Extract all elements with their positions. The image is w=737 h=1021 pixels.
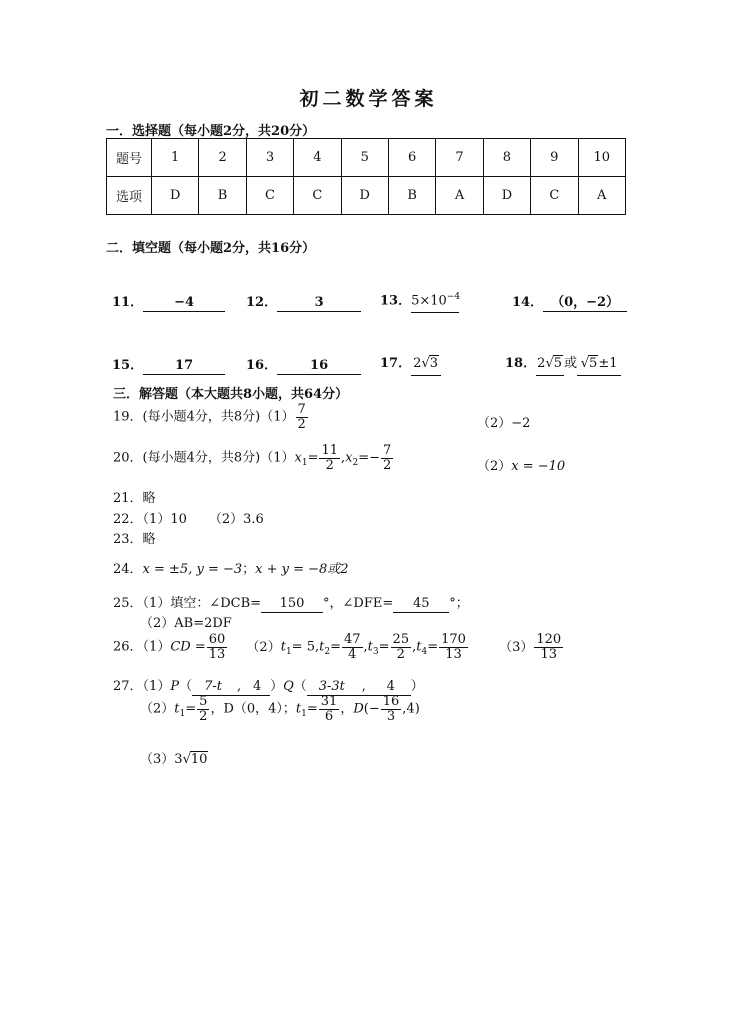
fraction: $\frac{5}{2}$ <box>199 694 208 724</box>
q27-part2: $(2)t_1=$ $\frac{5}{2}$ ，D（0，4）；$t_1=$ $\frac{31}{6}$ ，D(− $\frac{16}{3}$ ,4) <box>140 694 420 724</box>
q21: 21．略 <box>113 491 156 506</box>
q11-answer: −4 <box>143 295 225 312</box>
table-cell: 6 <box>388 139 435 177</box>
table-header-answer: 选项 <box>107 177 152 215</box>
table-cell: D <box>483 177 530 215</box>
q25-dcb-answer: 150 <box>261 596 323 613</box>
q19-part2: （2）−2 <box>477 416 531 431</box>
q18-answer-1: 2√5 <box>536 356 564 376</box>
q25-part2: （2）AB=2DF <box>140 616 232 631</box>
fraction: $\frac{11}{2}$ <box>321 443 339 473</box>
q17: 17． 2√3 <box>380 352 441 376</box>
fraction: $\frac{7}{2}$ <box>383 443 392 473</box>
q18-answer-2: √5±1 <box>577 356 621 376</box>
fraction: $\frac{7}{2}$ <box>297 402 306 432</box>
table-cell: 1 <box>152 139 199 177</box>
table-cell: 7 <box>436 139 483 177</box>
sqrt-symbol: √5 <box>580 356 598 371</box>
q12-answer: 3 <box>277 295 361 312</box>
answer-table <box>106 138 626 215</box>
q14-answer: （0，−2） <box>543 295 627 312</box>
table-cell: 4 <box>294 139 341 177</box>
fraction: $\frac{31}{6}$ <box>320 694 338 724</box>
q25: 25．（1）填空：∠DCB= 150 °，∠DFE= 45 °； <box>113 596 469 611</box>
q20: 20．(每小题4分，共8分)$(1)x_1=$ $\frac{11}{2}$ $,x_2=-$ $\frac{7}{2}$ <box>113 443 392 473</box>
q25-dfe-answer: 45 <box>393 596 449 613</box>
sqrt-symbol: √3 <box>421 356 439 371</box>
page-title: 初二数学答案 <box>299 88 438 110</box>
q13-answer: $5\times 10^{-4}$ <box>411 289 459 313</box>
q11: 11． −4 <box>112 291 225 312</box>
table-header-question: 题号 <box>107 139 152 177</box>
section3-heading: 三．解答题（本大题共8小题，共64分） <box>113 387 349 402</box>
q14: 14． （0，−2） <box>512 291 627 312</box>
fraction: $\frac{60}{13}$ <box>208 632 226 662</box>
fraction: $\frac{16}{3}$ <box>382 694 400 724</box>
q24: 24．x = ±5, y = −3；x + y = −8或2 <box>113 562 349 577</box>
table-cell: C <box>531 177 578 215</box>
table-cell: 8 <box>483 139 530 177</box>
q27: 27．（1）P（ 7-t , 4 ）Q（ 3-3t , 4 ） <box>113 679 424 694</box>
table-cell: D <box>341 177 388 215</box>
table-cell: B <box>199 177 246 215</box>
sqrt-symbol: √5 <box>545 356 563 371</box>
table-cell: 9 <box>531 139 578 177</box>
q23: 23．略 <box>113 532 156 547</box>
table-cell: 2 <box>199 139 246 177</box>
q27-p-y: 4 <box>244 679 270 696</box>
table-cell: 10 <box>578 139 625 177</box>
q17-answer: 2√3 <box>411 356 441 376</box>
table-cell: C <box>294 177 341 215</box>
q20-part2: （2）x = −10 <box>477 459 566 474</box>
table-cell: C <box>246 177 293 215</box>
q12: 12． 3 <box>246 291 361 312</box>
q22: 22．（1）10 （2）3.6 <box>113 512 264 527</box>
q27-part3: （3）3√10 <box>140 752 208 767</box>
q15: 15． 17 <box>112 354 225 375</box>
section2-heading: 二．填空题（每小题2分，共16分） <box>106 241 316 256</box>
section1-heading: 一．选择题（每小题2分，共20分） <box>106 124 316 139</box>
table-row-answers <box>107 177 626 215</box>
q26: 26．（1）CD = $\frac{60}{13}$ $(2)t_1= 5,t_2=$ $\frac{47}{4}$ $,t_3=$ $\frac{25}{2}$ $,t_4=$ $\frac{170}{13}$ （3） $\frac{120}{13}$ <box>113 632 562 662</box>
q15-answer: 17 <box>143 358 225 375</box>
table-cell: B <box>388 177 435 215</box>
sqrt-symbol: √10 <box>182 752 208 767</box>
q27-q-y: 4 <box>371 679 411 696</box>
table-row-questions <box>107 139 626 177</box>
q16-answer: 16 <box>277 358 361 375</box>
q27-p-x: 7-t <box>192 679 234 696</box>
q18: 18．2√5 或 √5±1 <box>505 352 621 376</box>
fraction: $\frac{120}{13}$ <box>536 632 562 662</box>
q19: 19．(每小题4分，共8分)（1） $\frac{7}{2}$ <box>113 402 306 432</box>
table-cell: 3 <box>246 139 293 177</box>
q27-q-x: 3-3t <box>307 679 357 696</box>
table-cell: A <box>578 177 625 215</box>
table-cell: 5 <box>341 139 388 177</box>
fraction: $\frac{47}{4}$ <box>343 632 361 662</box>
fraction: $\frac{170}{13}$ <box>441 632 466 662</box>
table-cell: D <box>152 177 199 215</box>
q13: 13．$5\times 10^{-4}$ <box>380 289 459 313</box>
fraction: $\frac{25}{2}$ <box>392 632 410 662</box>
q16: 16． 16 <box>246 354 361 375</box>
table-cell: A <box>436 177 483 215</box>
